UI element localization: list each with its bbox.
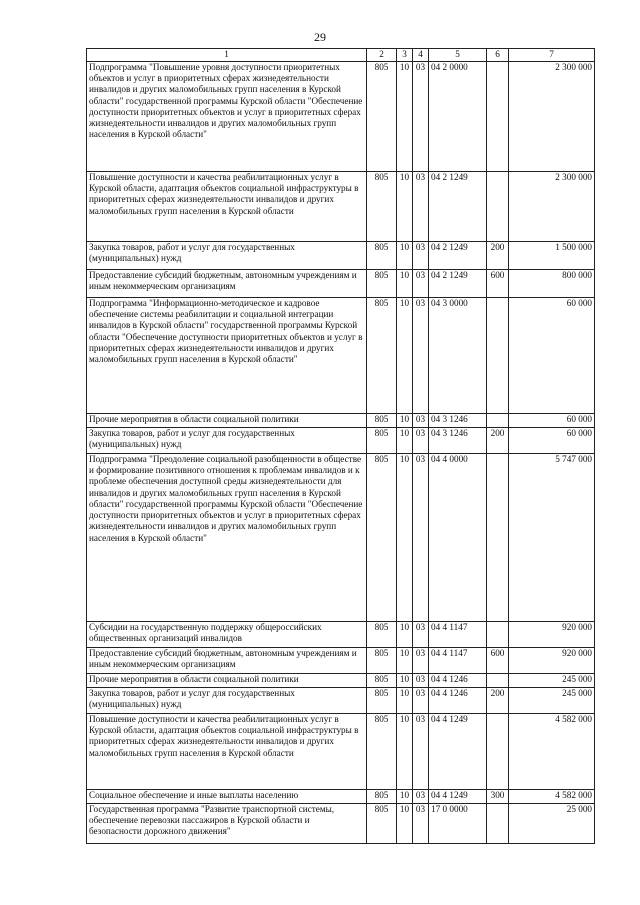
target-article-code: 04 2 1249: [429, 270, 487, 298]
table-row: [87, 428, 595, 454]
row-name: Субсидии на государственную поддержку общероссийских общественных организаций инвалидов: [87, 622, 367, 648]
amount: 245 000: [509, 688, 595, 714]
amount: 920 000: [509, 648, 595, 674]
subsection-code: 03: [413, 804, 429, 844]
header-cell-4: 4: [413, 49, 429, 62]
row-name: Прочие мероприятия в области социальной политики: [87, 674, 367, 688]
expense-type-code: 200: [487, 242, 509, 270]
header-cell-7: 7: [509, 49, 595, 62]
table-row: [87, 270, 595, 298]
section-code: 10: [397, 428, 413, 454]
amount: 245 000: [509, 674, 595, 688]
ved-code: 805: [367, 714, 397, 790]
row-name: Повышение доступности и качества реабилитационных услуг в Курской области, адаптация объектов социальной инфраструктуры в приоритетных сферах жизнедеятельности инвалидов и других маломобильных групп населения в Курской области: [87, 714, 367, 790]
row-name: Прочие мероприятия в области социальной политики: [87, 414, 367, 428]
ved-code: 805: [367, 242, 397, 270]
ved-code: 805: [367, 688, 397, 714]
ved-code: 805: [367, 622, 397, 648]
row-name: Закупка товаров, работ и услуг для государственных (муниципальных) нужд: [87, 428, 367, 454]
expense-type-code: [487, 62, 509, 172]
target-article-code: 04 3 0000: [429, 298, 487, 414]
amount: 1 500 000: [509, 242, 595, 270]
subsection-code: 03: [413, 714, 429, 790]
header-row: [87, 49, 595, 62]
amount: 60 000: [509, 298, 595, 414]
expense-type-code: 200: [487, 688, 509, 714]
budget-rows: [87, 62, 595, 844]
subsection-code: 03: [413, 674, 429, 688]
expense-type-code: 600: [487, 648, 509, 674]
amount: 25 000: [509, 804, 595, 844]
expense-type-code: 600: [487, 270, 509, 298]
expense-type-code: [487, 172, 509, 242]
table-row: [87, 62, 595, 172]
section-code: 10: [397, 674, 413, 688]
amount: 800 000: [509, 270, 595, 298]
subsection-code: 03: [413, 270, 429, 298]
subsection-code: 03: [413, 62, 429, 172]
expense-type-code: [487, 804, 509, 844]
section-code: 10: [397, 648, 413, 674]
row-name: Социальное обеспечение и иные выплаты населению: [87, 790, 367, 804]
ved-code: 805: [367, 648, 397, 674]
ved-code: 805: [367, 298, 397, 414]
amount: 2 300 000: [509, 172, 595, 242]
header-cell-6: 6: [487, 49, 509, 62]
target-article-code: 04 4 1249: [429, 790, 487, 804]
ved-code: 805: [367, 270, 397, 298]
expense-type-code: [487, 414, 509, 428]
section-code: 10: [397, 172, 413, 242]
section-code: 10: [397, 804, 413, 844]
expense-type-code: [487, 454, 509, 622]
target-article-code: 04 2 1249: [429, 242, 487, 270]
ved-code: 805: [367, 790, 397, 804]
row-name: Закупка товаров, работ и услуг для государственных (муниципальных) нужд: [87, 242, 367, 270]
amount: 5 747 000: [509, 454, 595, 622]
header-cell-2: 2: [367, 49, 397, 62]
subsection-code: 03: [413, 790, 429, 804]
section-code: 10: [397, 298, 413, 414]
ved-code: 805: [367, 674, 397, 688]
subsection-code: 03: [413, 688, 429, 714]
row-name: Подпрограмма "Повышение уровня доступности приоритетных объектов и услуг в приоритетных сферах жизнедеятельности инвалидов и других маломобильных групп населения в Курской области" государственной программы Курской области "Обеспечение доступности приоритетных объектов и услуг в приоритетных сферах жизнедеятельности инвалидов и других маломобильных групп населения в Курской области": [87, 62, 367, 172]
subsection-code: 03: [413, 414, 429, 428]
target-article-code: 04 4 1249: [429, 714, 487, 790]
amount: 60 000: [509, 428, 595, 454]
table-row: [87, 790, 595, 804]
target-article-code: 04 4 1147: [429, 648, 487, 674]
target-article-code: 04 2 1249: [429, 172, 487, 242]
section-code: 10: [397, 790, 413, 804]
subsection-code: 03: [413, 622, 429, 648]
expense-type-code: 200: [487, 428, 509, 454]
amount: 4 582 000: [509, 714, 595, 790]
target-article-code: 17 0 0000: [429, 804, 487, 844]
row-name: Предоставление субсидий бюджетным, автономным учреждениям и иным некоммерческим организациям: [87, 648, 367, 674]
subsection-code: 03: [413, 172, 429, 242]
target-article-code: 04 2 0000: [429, 62, 487, 172]
row-name: Государственная программа "Развитие транспортной системы, обеспечение перевозки пассажиров в Курской области и безопасности дорожного движения": [87, 804, 367, 844]
ved-code: 805: [367, 172, 397, 242]
row-name: Повышение доступности и качества реабилитационных услуг в Курской области, адаптация объектов социальной инфраструктуры в приоритетных сферах жизнедеятельности инвалидов и других маломобильных групп населения в Курской области: [87, 172, 367, 242]
ved-code: 805: [367, 428, 397, 454]
expense-type-code: [487, 714, 509, 790]
target-article-code: 04 4 1246: [429, 674, 487, 688]
target-article-code: 04 4 1147: [429, 622, 487, 648]
table-row: [87, 674, 595, 688]
expense-type-code: [487, 622, 509, 648]
page-number: 29: [314, 30, 326, 44]
expense-type-code: [487, 298, 509, 414]
expense-type-code: 300: [487, 790, 509, 804]
row-name: Подпрограмма "Информационно-методическое и кадровое обеспечение системы реабилитации и социальной интеграции инвалидов в Курской области" государственной программы Курской области "Обеспечение доступности приоритетных объектов и услуг в приоритетных сферах жизнедеятельности инвалидов и других маломобильных групп населения в Курской области": [87, 298, 367, 414]
target-article-code: 04 4 0000: [429, 454, 487, 622]
ved-code: 805: [367, 414, 397, 428]
row-name: Закупка товаров, работ и услуг для государственных (муниципальных) нужд: [87, 688, 367, 714]
subsection-code: 03: [413, 428, 429, 454]
subsection-code: 03: [413, 454, 429, 622]
table-row: [87, 454, 595, 622]
table-row: [87, 648, 595, 674]
table-row: [87, 414, 595, 428]
subsection-code: 03: [413, 242, 429, 270]
ved-code: 805: [367, 804, 397, 844]
section-code: 10: [397, 242, 413, 270]
section-code: 10: [397, 714, 413, 790]
ved-code: 805: [367, 454, 397, 622]
section-code: 10: [397, 62, 413, 172]
subsection-code: 03: [413, 648, 429, 674]
amount: 920 000: [509, 622, 595, 648]
header-cell-5: 5: [429, 49, 487, 62]
amount: 60 000: [509, 414, 595, 428]
header-cell-1: 1: [87, 49, 367, 62]
target-article-code: 04 3 1246: [429, 414, 487, 428]
section-code: 10: [397, 622, 413, 648]
table-row: [87, 804, 595, 844]
section-code: 10: [397, 454, 413, 622]
amount: 4 582 000: [509, 790, 595, 804]
table-row: [87, 298, 595, 414]
section-code: 10: [397, 414, 413, 428]
amount: 2 300 000: [509, 62, 595, 172]
subsection-code: 03: [413, 298, 429, 414]
table-row: [87, 242, 595, 270]
table-row: [87, 172, 595, 242]
ved-code: 805: [367, 62, 397, 172]
expense-type-code: [487, 674, 509, 688]
target-article-code: 04 3 1246: [429, 428, 487, 454]
row-name: Предоставление субсидий бюджетным, автономным учреждениям и иным некоммерческим организациям: [87, 270, 367, 298]
table-row: [87, 714, 595, 790]
table-row: [87, 688, 595, 714]
target-article-code: 04 4 1246: [429, 688, 487, 714]
header-cell-3: 3: [397, 49, 413, 62]
section-code: 10: [397, 688, 413, 714]
budget-table: [86, 48, 595, 844]
row-name: Подпрограмма "Преодоление социальной разобщенности в обществе и формирование позитивного отношения к проблемам инвалидов и к проблеме обеспечения доступной среды жизнедеятельности для инвалидов и других маломобильных групп населения в Курской области" государственной программы Курской области "Обеспечение доступности приоритетных объектов и услуг в приоритетных сферах жизнедеятельности инвалидов и других маломобильных групп населения в Курской области": [87, 454, 367, 622]
section-code: 10: [397, 270, 413, 298]
table-row: [87, 622, 595, 648]
